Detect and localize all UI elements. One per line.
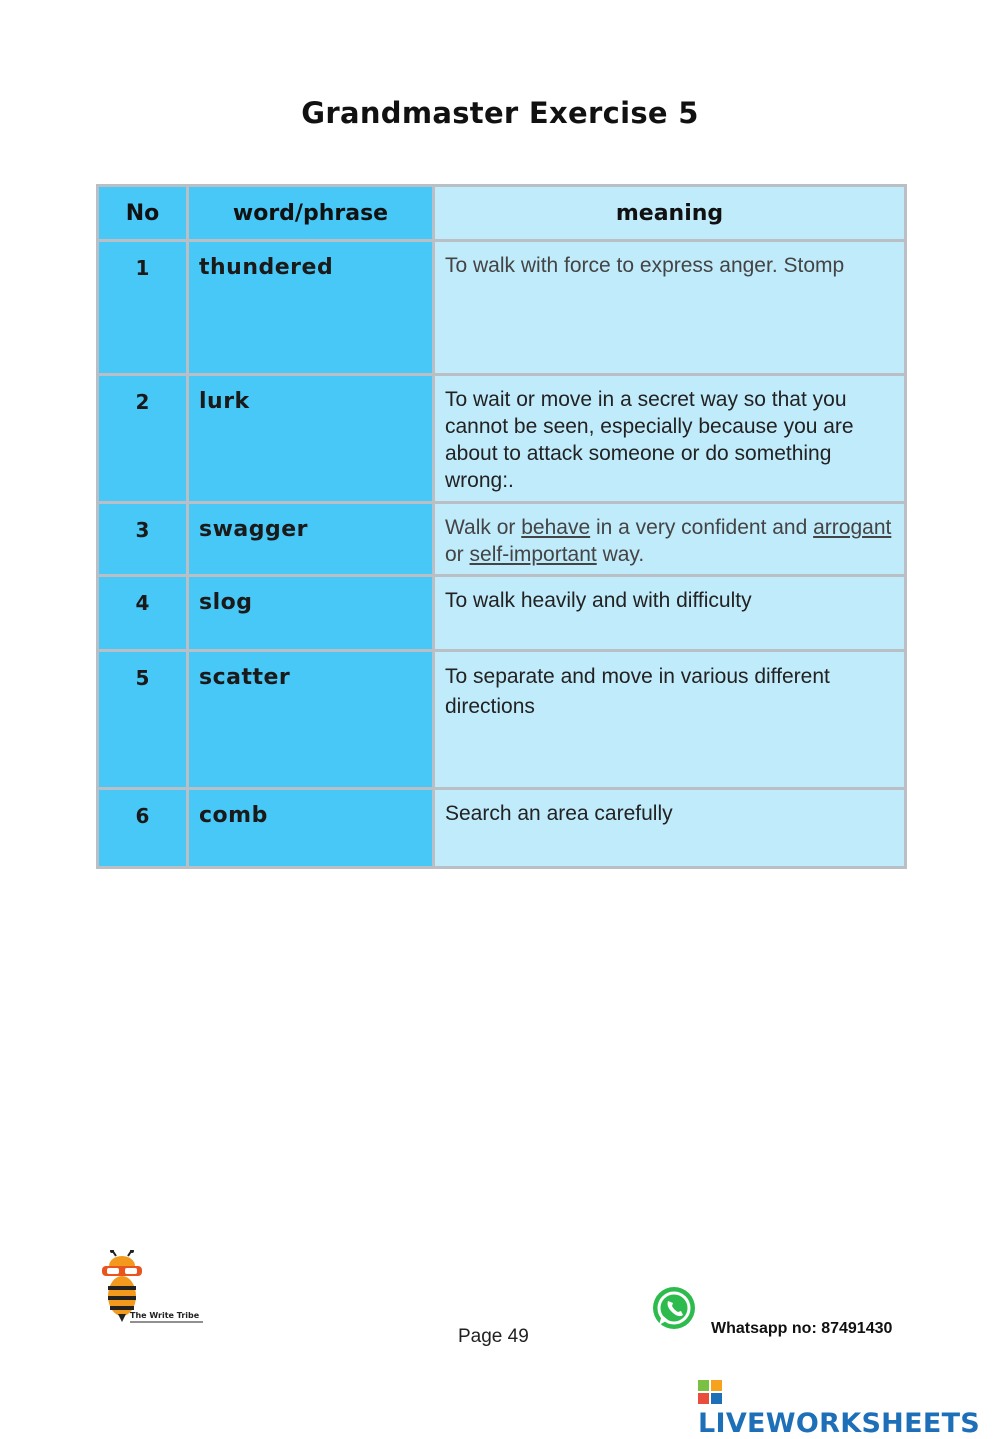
row-meaning: To separate and move in various different directions xyxy=(434,651,906,789)
meaning-link-self-important[interactable]: self-important xyxy=(469,543,597,566)
meaning-text: way. xyxy=(596,543,645,566)
row-number: 5 xyxy=(98,651,188,789)
row-number: 1 xyxy=(98,241,188,375)
liveworksheets-brand[interactable] xyxy=(698,1377,1000,1439)
header-meaning: meaning xyxy=(434,186,906,241)
row-number: 4 xyxy=(98,576,188,651)
row-word: swagger xyxy=(188,503,434,576)
row-number: 3 xyxy=(98,503,188,576)
whatsapp-number: Whatsapp no: 87491430 xyxy=(711,1320,893,1337)
row-word: lurk xyxy=(188,375,434,503)
table-row xyxy=(98,789,906,868)
row-word: comb xyxy=(188,789,434,868)
table-row xyxy=(98,241,906,375)
row-meaning: Search an area carefully xyxy=(434,789,906,868)
meaning-link-arrogant[interactable]: arrogant xyxy=(813,516,892,539)
whatsapp-icon xyxy=(651,1285,697,1331)
table-row xyxy=(98,576,906,651)
page-number: Page 49 xyxy=(458,1326,529,1347)
row-meaning: To wait or move in a secret way so that you cannot be seen, especially because you are about to attack someone or do something wrong:. xyxy=(434,375,906,503)
row-word: slog xyxy=(188,576,434,651)
row-meaning: To walk heavily and with difficulty xyxy=(434,576,906,651)
write-tribe-bee-logo xyxy=(98,1250,208,1328)
meaning-text: Walk or xyxy=(445,516,522,539)
row-number: 6 xyxy=(98,789,188,868)
row-word: scatter xyxy=(188,651,434,789)
row-meaning: To walk with force to express anger. Stomp xyxy=(434,241,906,375)
liveworksheets-logo-icon xyxy=(698,1380,722,1404)
brand-text: LIVEWORKSHEETS xyxy=(698,1408,981,1439)
logo-text: The Write Tribe xyxy=(130,1311,200,1320)
row-number: 2 xyxy=(98,375,188,503)
table-row xyxy=(98,651,906,789)
header-no: No xyxy=(98,186,188,241)
meaning-text: in a very confident and xyxy=(590,516,814,539)
meaning-text: or xyxy=(445,543,470,566)
vocabulary-table xyxy=(96,184,907,869)
meaning-link-behave[interactable]: behave xyxy=(521,516,591,539)
row-word: thundered xyxy=(188,241,434,375)
page-title: Grandmaster Exercise 5 xyxy=(301,96,699,130)
table-row xyxy=(98,375,906,503)
row-meaning xyxy=(434,503,906,576)
header-word-phrase: word/phrase xyxy=(188,186,434,241)
table-header-row xyxy=(98,186,906,241)
table-row xyxy=(98,503,906,576)
